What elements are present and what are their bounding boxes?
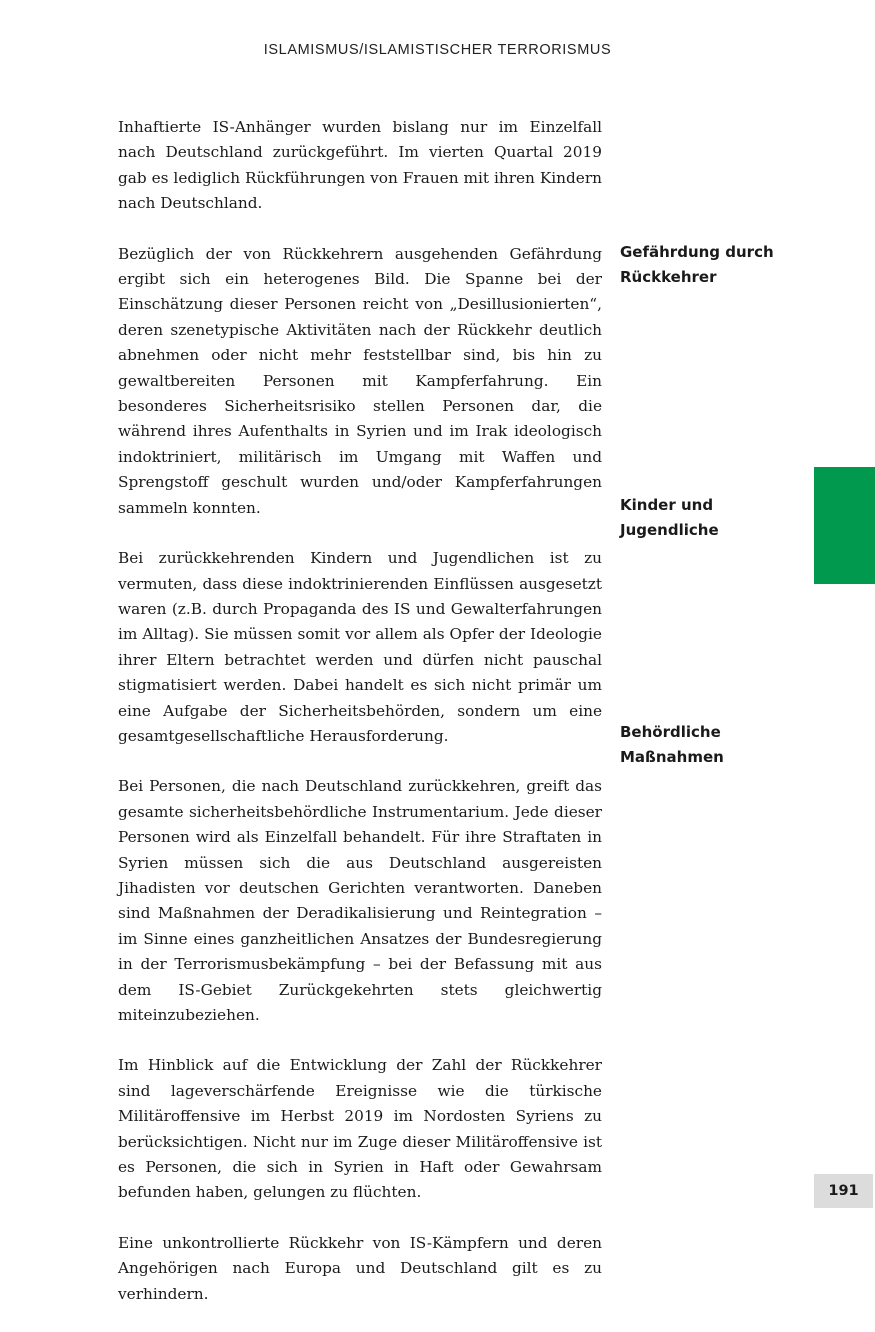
margin-note-line: Maßnahmen [620, 748, 724, 767]
chapter-tab-marker [814, 467, 875, 584]
margin-note-children-youth [620, 493, 810, 544]
margin-note-line: Jugendliche [620, 521, 719, 540]
paragraph-returnee-development: Im Hinblick auf die Entwicklung der Zahl der Rückkehrer sind lageverschärfende Ereignisse wie die türkische Militäroffensive im Herbst 2019 im Nordosten Syriens zu berücksichtigen. Nicht nur im Zuge dieser Militäroffensive ist es Personen, die sich in Syrien in Haft oder Gewahrsam befunden haben, gelungen zu flüchten. [118, 1056, 602, 1202]
margin-note-line: Rückkehrer [620, 268, 717, 287]
body-text-column [118, 115, 602, 1332]
margin-note-line: Behördliche [620, 723, 721, 741]
running-header: ISLAMISMUS/ISLAMISTISCHER TERRORISMUS [263, 42, 612, 58]
paragraph-repatriation: Inhaftierte IS-Anhänger wurden bislang nur im Einzelfall nach Deutschland zurückgeführt. Im vierten Quartal 2019 gab es lediglich Rückführungen von Frauen mit ihren Kindern nach Deutschland. [118, 118, 602, 213]
paragraph-authority-measures: Bei Personen, die nach Deutschland zurückkehren, greift das gesamte sicherheitsbehördliche Instrumentarium. Jede dieser Personen wird als Einzelfall behandelt. Für ihre Straftaten in Syrien müssen sich die aus Deutschland ausgereisten Jihadisten vor deutschen Gerichten verantworten. Daneben sind Maßnahmen der Deradikalisierung und Reintegration – im Sinne eines ganzheitlichen Ansatzes der Bundesregierung in der Terrorismusbekämpfung – bei der Befassung mit aus dem IS-Gebiet Zurückgekehrten stets gleichwertig miteinzubeziehen. [118, 777, 602, 1024]
margin-note-authority-measures [620, 720, 810, 771]
paragraph-uncontrolled-return: Eine unkontrollierte Rückkehr von IS-Kämpfern und deren Angehörigen nach Europa und Deutschland gilt es zu verhindern. [118, 1233, 602, 1303]
paragraph-children-youth: Bei zurückkehrenden Kindern und Jugendlichen ist zu vermuten, dass diese indoktrinierenden Einflüssen ausgesetzt waren (z.B. durch Propaganda des IS und Gewalterfahrungen im Alltag). Sie müssen somit vor allem als Opfer der Ideologie ihrer Eltern betrachtet werden und dürfen nicht pauschal stigmatisiert werden. Dabei handelt es sich nicht primär um eine Aufgabe der Sicherheitsbehörden, sondern um eine gesamtgesellschaftliche Herausforderung. [118, 549, 602, 745]
margin-note-line: Gefährdung durch [620, 243, 774, 261]
margin-note-line: Kinder und [620, 496, 714, 514]
paragraph-returnee-threat: Bezüglich der von Rückkehrern ausgehenden Gefährdung ergibt sich ein heterogenes Bild. Die Spanne bei der Einschätzung dieser Personen reicht von „Desillusionierten“, deren szenetypische Aktivitäten nach der Rückkehr deutlich abnehmen oder nicht mehr feststellbar sind, bis hin zu gewaltbereiten Personen mit Kampferfahrung. Ein besonderes Sicherheitsrisiko stellen Personen dar, die während ihres Aufenthalts in Syrien und im Irak ideologisch indoktriniert, militärisch im Umgang mit Waffen und Sprengstoff geschult wurden und/oder Kampferfahrungen sammeln konnten. [118, 244, 602, 517]
page-number: 191 [814, 1174, 873, 1208]
margin-note-returnee-threat [620, 240, 810, 291]
